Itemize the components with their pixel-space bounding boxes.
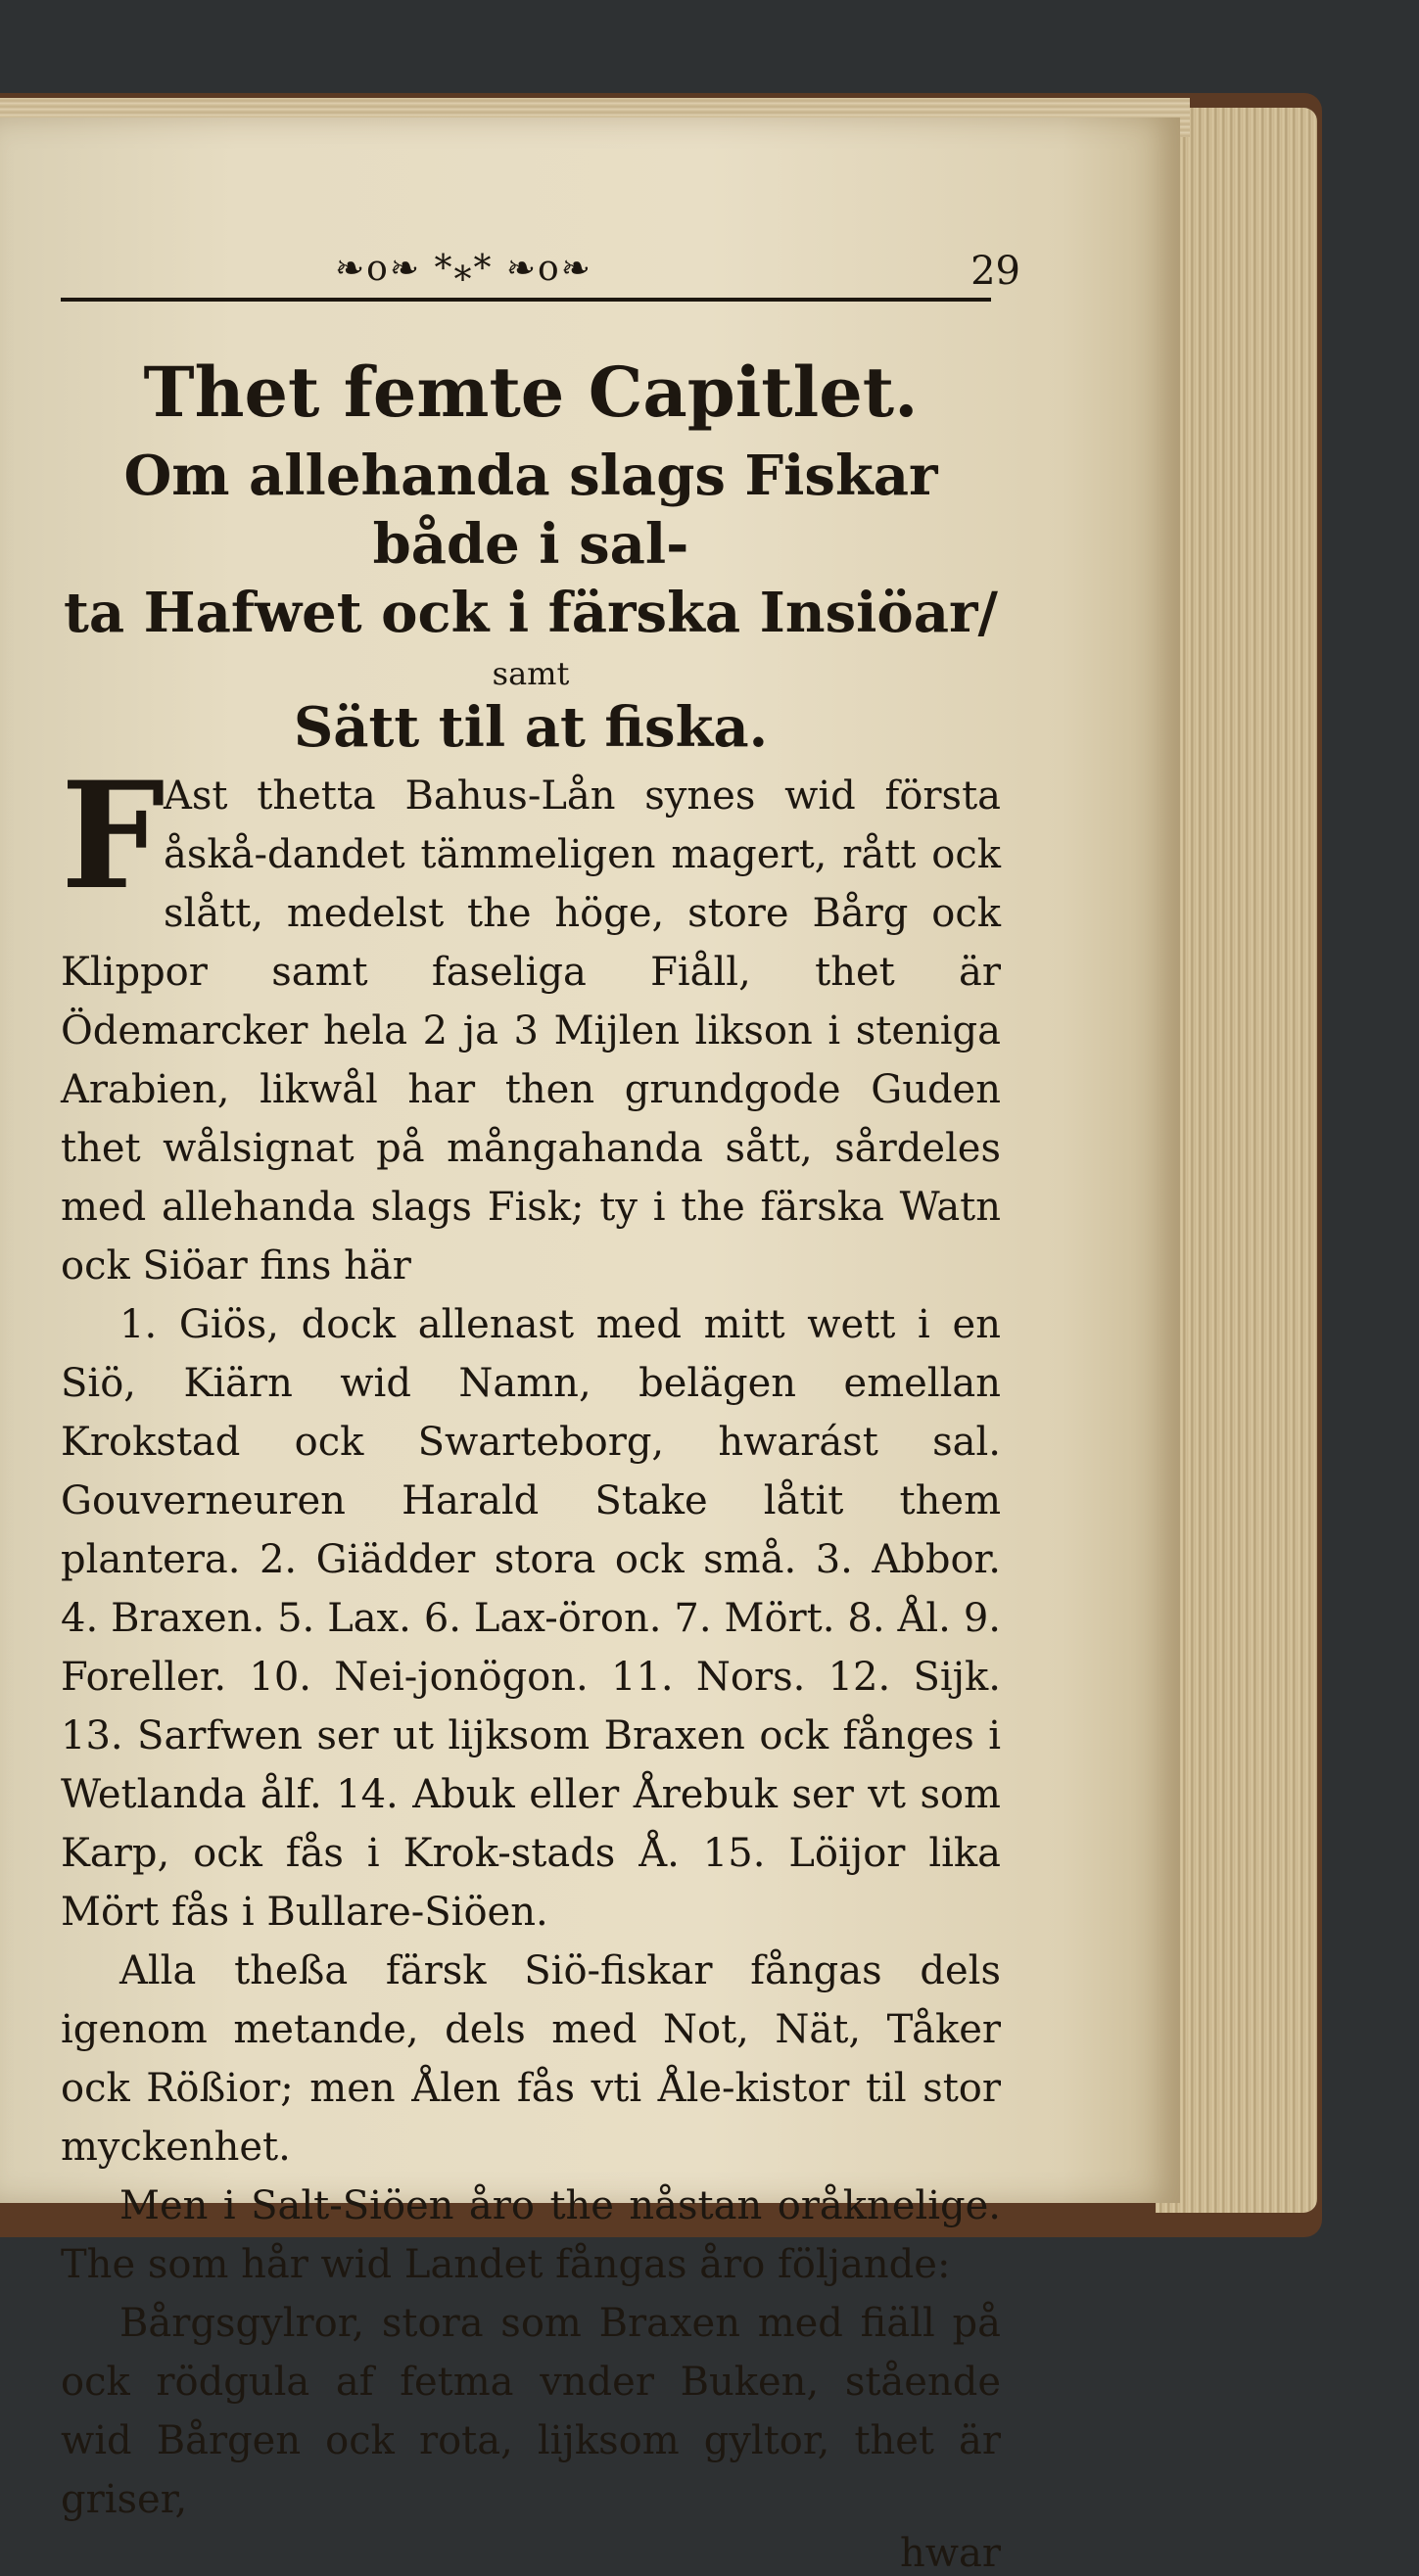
catchword: hwar: [900, 2531, 1001, 2576]
chapter-subtitle-line-3: Sätt til at fiska.: [293, 695, 769, 760]
page-number: 29: [970, 249, 1020, 294]
drop-cap: F: [61, 750, 166, 923]
chapter-title: Thet femte Capitlet.: [143, 351, 919, 433]
paragraph-4: Men i Salt-Siöen åro the nåstan oråknelige. The som hår wid Landet fångas åro följande:: [61, 2183, 1001, 2288]
page-content: [61, 245, 1020, 2576]
header-rule: [61, 298, 991, 302]
paragraph-3: Alla theßa färsk Siö-fiskar fångas dels igenom metande, dels med Not, Nät, Tåker ock Rößior; men Ålen fås vti Åle-kistor til stor myckenhet.: [61, 1948, 1001, 2171]
paragraph-1: [61, 750, 1001, 1295]
paragraph-5: Bårgsgylror, stora som Braxen med fiäll på ock rödgula af fetma vnder Buken, stående wid Bårgen ock rota, lijksom gyltor, thet är griser,: [61, 2301, 1001, 2523]
chapter-subtitle-line-2: ta Hafwet ock i färska Insiöar/: [64, 581, 998, 645]
paragraph-1-text: Ast thetta Bahus-Lån synes wid första åskå-dandet tämmeligen magert, rått ock slått, medelst the höge, store Bårg ock Klippor samt faseliga Fiåll, thet är Ödemarcker hela 2 ja 3 Mijlen likson i steniga Arabien, likwål har then grundgode Guden thet wålsignat på mångahanda sått, sårdeles med allehanda slags Fisk; ty i the färska Watn ock Siöar fins här: [61, 773, 1001, 1289]
header-ornament: ❧o❧ *⁎* ❧o❧: [335, 249, 592, 289]
running-header: [61, 245, 1020, 296]
chapter-subtitle-samt: samt: [492, 655, 570, 692]
chapter-subtitle-line-1: Om allehanda slags Fiskar både i sal-: [123, 444, 938, 577]
paragraph-2: 1. Giös, dock allenast med mitt wett i en Siö, Kiärn wid Namn, belägen emellan Krokstad ock Swarteborg, hwarást sal. Gouverneuren Harald Stake låtit them plantera. 2. Giädder stora ock små. 3. Abbor. 4. Braxen. 5. Lax. 6. Lax-öron. 7. Mört. 8. Ål. 9. Foreller. 10. Nei-jonögon. 11. Nors. 12. Sijk. 13. Sarfwen ser ut lijksom Braxen ock fånges i Wetlanda ålf. 14. Abuk eller Årebuk ser vt som Karp, ock fås i Krok-stads Å. 15. Löijor lika Mört fås i Bullare-Siöen.: [61, 1302, 1001, 1936]
